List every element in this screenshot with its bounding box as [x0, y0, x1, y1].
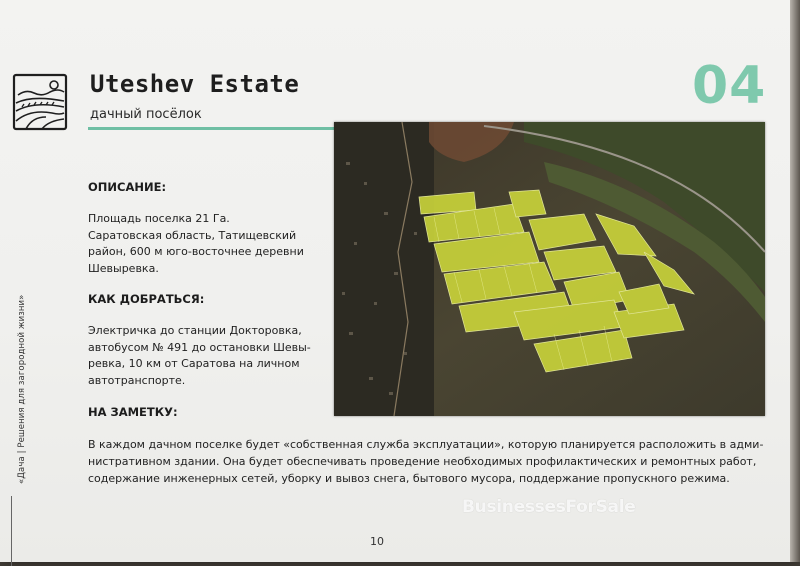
aerial-photo [334, 122, 765, 416]
directions-heading: КАК ДОБРАТЬСЯ: [88, 292, 205, 306]
note-line: нистративном здании. Она будет обеспечивать проведение необходимых профилактических и ремонтных работ, [88, 455, 757, 468]
page-edge [790, 0, 800, 562]
description-heading: ОПИСАНИЕ: [88, 180, 167, 194]
directions-text [88, 323, 311, 389]
note-text [88, 436, 768, 487]
description-line: Площадь поселка 21 Га. [88, 212, 230, 225]
estate-subtitle: дачный посёлок [90, 107, 202, 122]
fields-landscape-icon [12, 73, 68, 131]
estate-title: Uteshev Estate [90, 70, 300, 98]
description-line: район, 600 м юго-восточнее деревни [88, 245, 304, 258]
directions-line: автотранспорте. [88, 373, 186, 387]
page-number: 10 [370, 535, 384, 548]
description-text [88, 211, 304, 277]
title-underline [88, 127, 336, 130]
description-line: Шевыревка. [88, 261, 159, 275]
spine-divider [11, 496, 12, 566]
directions-line: автобусом № 491 до остановки Шевы- [88, 340, 311, 354]
spine-caption: «Дача | Решения для загородной жизни» [17, 294, 27, 484]
directions-line: Электричка до станции Докторовка, [88, 324, 302, 337]
note-line: В каждом дачном поселке будет «собственная служба эксплуатации», которую планируется расположить в адми- [88, 438, 764, 451]
note-heading: НА ЗАМЕТКУ: [88, 405, 178, 419]
description-line: Саратовская область, Татищевский [88, 228, 297, 242]
directions-line: ревка, 10 км от Саратова на личном [88, 357, 300, 370]
watermark: BusinessesForSale [462, 497, 636, 517]
note-line: содержание инженерных сетей, уборку и вывоз снега, бытового мусора, поддержание пропускного режима. [88, 472, 730, 485]
section-number: 04 [692, 56, 767, 116]
